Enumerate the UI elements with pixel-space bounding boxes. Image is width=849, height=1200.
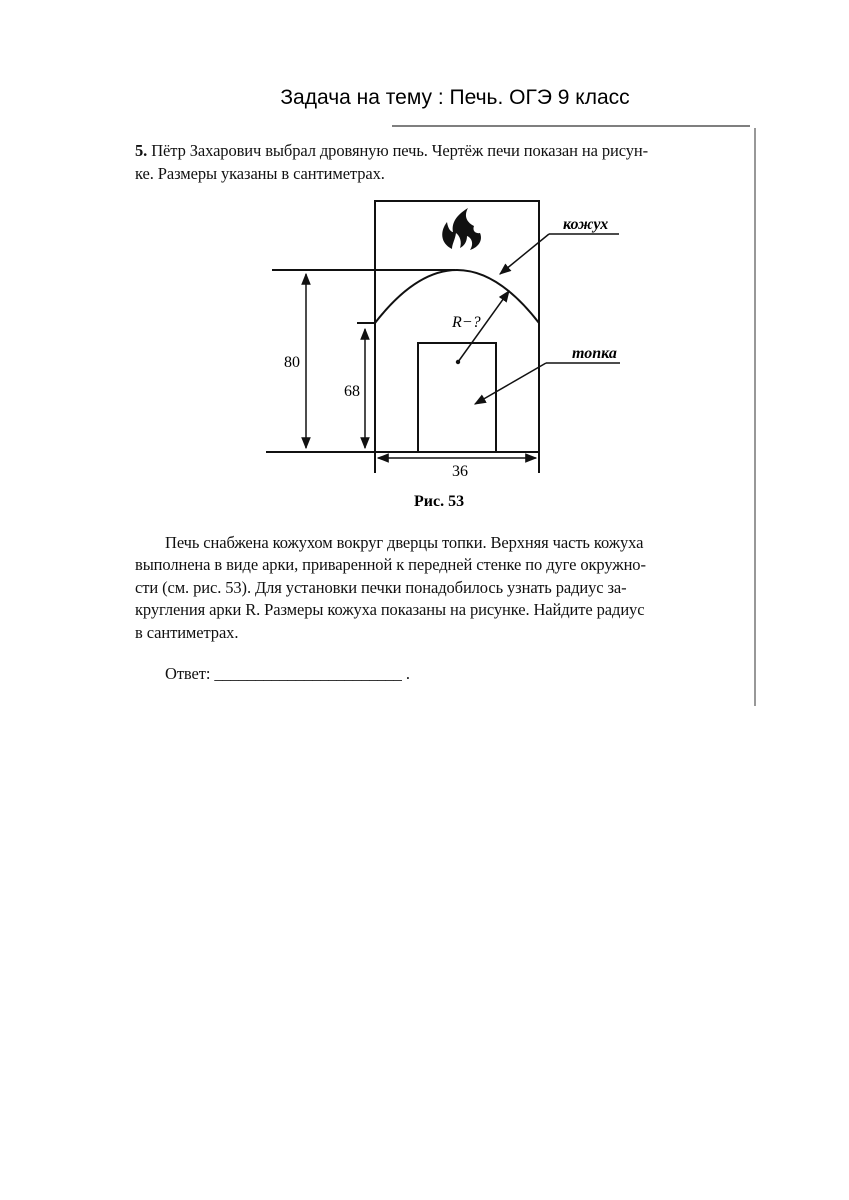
label-radius: R−? xyxy=(452,314,481,331)
label-68: 68 xyxy=(344,383,360,400)
label-firebox: топка xyxy=(572,345,617,362)
intro-text: Пётр Захарович выбрал дровяную печь. Чертёж печи показан на рисун- xyxy=(151,141,649,160)
problem-intro-line xyxy=(135,141,648,161)
flame-icon xyxy=(442,208,481,250)
figure-caption: Рис. 53 xyxy=(414,493,465,510)
firebox-leader-arrow xyxy=(475,363,546,404)
label-casing: кожух xyxy=(563,216,609,233)
body-line: Печь снабжена кожухом вокруг дверцы топки. Верхняя часть кожуха xyxy=(165,533,644,552)
casing-leader-arrow xyxy=(500,234,549,274)
label-80: 80 xyxy=(284,354,300,371)
body-line: выполнена в виде арки, приваренной к передней стенке по дуге окружно- xyxy=(135,555,646,574)
body-line: сти (см. рис. 53). Для установки печки понадобилось узнать радиус за- xyxy=(135,578,627,597)
firebox-door xyxy=(418,343,496,452)
problem-intro-line: ке. Размеры указаны в сантиметрах. xyxy=(135,164,385,183)
answer-line xyxy=(165,664,410,684)
label-36: 36 xyxy=(452,463,468,480)
answer-blank[interactable]: _______________________ . xyxy=(214,664,410,683)
problem-number: 5. xyxy=(135,141,148,160)
page-title: Задача на тему : Печь. ОГЭ 9 класс xyxy=(280,86,630,109)
answer-label: Ответ: xyxy=(165,664,211,683)
body-line: в сантиметрах. xyxy=(135,623,239,642)
body-line: кругления арки R. Размеры кожуха показаны на рисунке. Найдите радиус xyxy=(135,600,645,619)
